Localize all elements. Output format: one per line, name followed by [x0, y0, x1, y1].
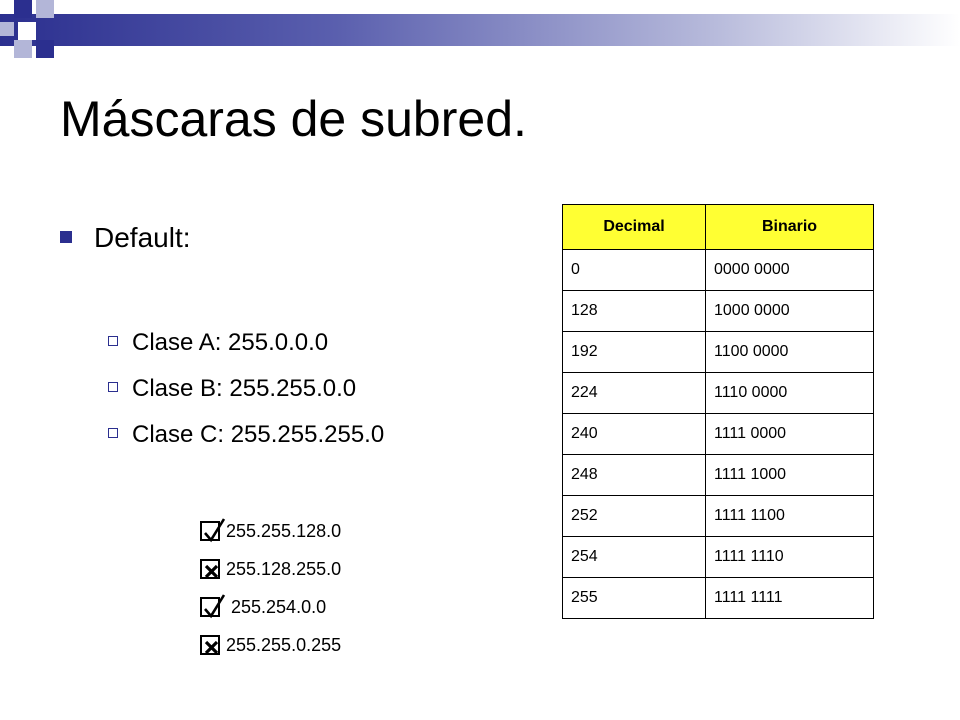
example-item [200, 512, 341, 550]
binary-cell: 1000 0000 [706, 291, 874, 332]
decimal-cell: 192 [563, 332, 706, 373]
table-row [563, 414, 874, 455]
cross-box-icon [200, 635, 220, 655]
binary-cell: 1111 1111 [706, 578, 874, 619]
decor-square [14, 0, 32, 18]
class-list [108, 320, 384, 458]
class-item-text: Clase B: 255.255.0.0 [132, 375, 357, 402]
table-header-row [563, 205, 874, 250]
main-bullet [60, 218, 191, 258]
example-list [200, 512, 341, 664]
table-row [563, 332, 874, 373]
decor-square [18, 22, 36, 40]
hollow-square-bullet-icon [108, 428, 118, 438]
slide-title: Máscaras de subred. [60, 91, 527, 147]
example-item [200, 588, 341, 626]
example-text: 255.254.0.0 [226, 597, 327, 617]
table-row [563, 250, 874, 291]
class-item-text: Clase C: 255.255.255.0 [132, 421, 385, 448]
class-item [108, 320, 384, 366]
check-box-icon [200, 597, 220, 617]
table-row [563, 537, 874, 578]
binary-cell: 1100 0000 [706, 332, 874, 373]
check-box-icon [200, 521, 220, 541]
class-item-text: Clase A: 255.0.0.0 [132, 329, 329, 356]
decimal-cell: 254 [563, 537, 706, 578]
main-bullet-text: Default: [94, 222, 191, 253]
example-text: 255.255.0.255 [226, 635, 342, 655]
decor-square [14, 40, 32, 58]
hollow-square-bullet-icon [108, 382, 118, 392]
table-row [563, 291, 874, 332]
table-row [563, 496, 874, 537]
decimal-binary-table [562, 204, 874, 619]
class-item [108, 412, 384, 458]
decor-square [0, 22, 14, 36]
decor-square [36, 0, 54, 18]
decimal-cell: 255 [563, 578, 706, 619]
cross-box-icon [200, 559, 220, 579]
hollow-square-bullet-icon [108, 336, 118, 346]
binary-cell: 0000 0000 [706, 250, 874, 291]
example-item [200, 550, 341, 588]
binary-cell: 1111 1110 [706, 537, 874, 578]
table-row [563, 578, 874, 619]
column-header: Decimal [563, 205, 706, 250]
example-item [200, 626, 341, 664]
binary-cell: 1110 0000 [706, 373, 874, 414]
column-header: Binario [706, 205, 874, 250]
decimal-cell: 248 [563, 455, 706, 496]
decor-square [54, 0, 72, 14]
decimal-cell: 252 [563, 496, 706, 537]
table-row [563, 455, 874, 496]
example-text: 255.128.255.0 [226, 559, 342, 579]
header-band [0, 14, 960, 46]
example-text: 255.255.128.0 [226, 521, 342, 541]
square-bullet-icon [60, 231, 72, 243]
binary-cell: 1111 1100 [706, 496, 874, 537]
decor-square [36, 40, 54, 58]
decimal-cell: 128 [563, 291, 706, 332]
class-item [108, 366, 384, 412]
table-row [563, 373, 874, 414]
decimal-cell: 224 [563, 373, 706, 414]
binary-cell: 1111 1000 [706, 455, 874, 496]
decimal-cell: 0 [563, 250, 706, 291]
binary-cell: 1111 0000 [706, 414, 874, 455]
decimal-cell: 240 [563, 414, 706, 455]
